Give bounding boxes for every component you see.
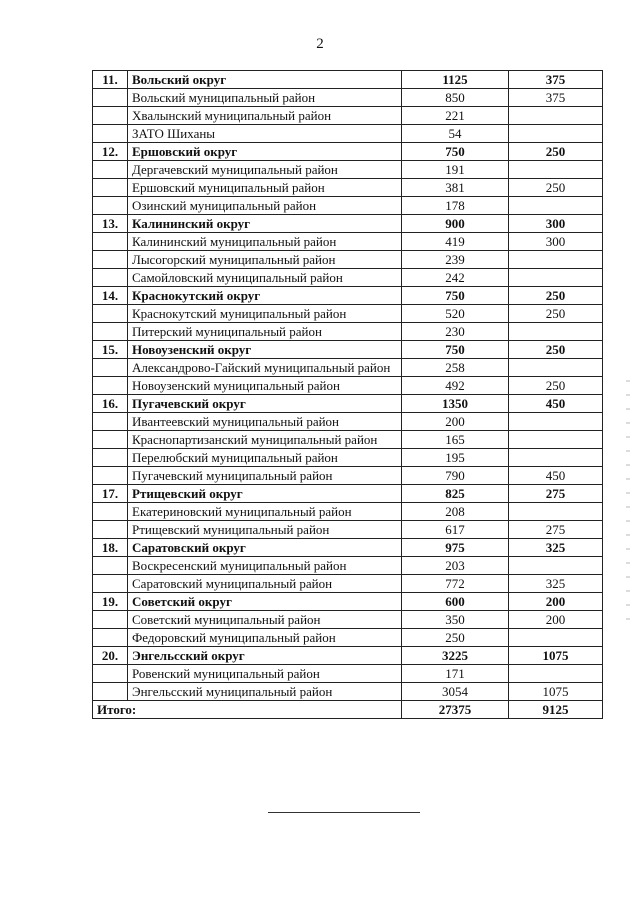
district-row <box>93 323 603 341</box>
okrug-value-a: 900 <box>402 215 509 233</box>
district-name: Новоузенский муниципальный район <box>128 377 402 395</box>
district-value-a: 171 <box>402 665 509 683</box>
district-row <box>93 665 603 683</box>
district-name: Воскресенский муниципальный район <box>128 557 402 575</box>
okrug-row <box>93 593 603 611</box>
district-value-b <box>509 557 603 575</box>
row-number-empty <box>93 125 128 143</box>
district-value-b <box>509 431 603 449</box>
district-name: Федоровский муниципальный район <box>128 629 402 647</box>
district-row <box>93 521 603 539</box>
okrug-row <box>93 71 603 89</box>
district-value-a: 178 <box>402 197 509 215</box>
okrug-row <box>93 647 603 665</box>
row-number-empty <box>93 269 128 287</box>
district-value-b <box>509 413 603 431</box>
district-value-a: 3054 <box>402 683 509 701</box>
district-name: Краснопартизанский муниципальный район <box>128 431 402 449</box>
district-value-a: 250 <box>402 629 509 647</box>
district-value-b <box>509 503 603 521</box>
district-name: Энгельсский муниципальный район <box>128 683 402 701</box>
district-name: Ртищевский муниципальный район <box>128 521 402 539</box>
district-value-b: 450 <box>509 467 603 485</box>
row-number-empty <box>93 683 128 701</box>
okrug-value-b: 250 <box>509 341 603 359</box>
okrug-name: Энгельсский округ <box>128 647 402 665</box>
row-number: 16. <box>93 395 128 413</box>
row-number-empty <box>93 323 128 341</box>
district-row <box>93 611 603 629</box>
district-value-a: 242 <box>402 269 509 287</box>
okrug-value-a: 750 <box>402 143 509 161</box>
okrug-row <box>93 539 603 557</box>
district-row <box>93 575 603 593</box>
okrug-row <box>93 341 603 359</box>
okrug-value-b: 200 <box>509 593 603 611</box>
okrug-value-a: 3225 <box>402 647 509 665</box>
okrug-name: Краснокутский округ <box>128 287 402 305</box>
district-value-b <box>509 629 603 647</box>
district-value-b: 300 <box>509 233 603 251</box>
district-value-b <box>509 251 603 269</box>
scan-margin-marks <box>626 380 630 620</box>
district-name: Саратовский муниципальный район <box>128 575 402 593</box>
okrug-name: Калининский округ <box>128 215 402 233</box>
okrug-value-b: 250 <box>509 143 603 161</box>
district-row <box>93 449 603 467</box>
district-name: Лысогорский муниципальный район <box>128 251 402 269</box>
row-number-empty <box>93 503 128 521</box>
okrug-name: Советский округ <box>128 593 402 611</box>
page-number: 2 <box>316 36 324 52</box>
district-value-b <box>509 269 603 287</box>
row-number: 15. <box>93 341 128 359</box>
district-value-b: 250 <box>509 179 603 197</box>
district-row <box>93 251 603 269</box>
district-row <box>93 233 603 251</box>
row-number: 19. <box>93 593 128 611</box>
district-row <box>93 89 603 107</box>
district-name: ЗАТО Шиханы <box>128 125 402 143</box>
district-name: Ровенский муниципальный район <box>128 665 402 683</box>
district-value-b: 200 <box>509 611 603 629</box>
okrug-value-b: 1075 <box>509 647 603 665</box>
district-value-b <box>509 665 603 683</box>
district-row <box>93 359 603 377</box>
row-number-empty <box>93 197 128 215</box>
district-row <box>93 161 603 179</box>
district-name: Советский муниципальный район <box>128 611 402 629</box>
district-value-b: 1075 <box>509 683 603 701</box>
district-name: Александрово-Гайский муниципальный район <box>128 359 402 377</box>
okrug-name: Ершовский округ <box>128 143 402 161</box>
district-value-b <box>509 161 603 179</box>
district-value-b <box>509 323 603 341</box>
district-name: Пугачевский муниципальный район <box>128 467 402 485</box>
okrug-value-a: 825 <box>402 485 509 503</box>
district-value-a: 258 <box>402 359 509 377</box>
district-row <box>93 107 603 125</box>
district-value-a: 350 <box>402 611 509 629</box>
district-value-a: 617 <box>402 521 509 539</box>
district-value-b <box>509 107 603 125</box>
row-number: 17. <box>93 485 128 503</box>
district-value-a: 54 <box>402 125 509 143</box>
okrug-value-a: 975 <box>402 539 509 557</box>
district-value-a: 381 <box>402 179 509 197</box>
district-name: Вольский муниципальный район <box>128 89 402 107</box>
row-number-empty <box>93 359 128 377</box>
district-row <box>93 629 603 647</box>
footer-divider <box>268 812 420 813</box>
okrug-name: Вольский округ <box>128 71 402 89</box>
district-row <box>93 413 603 431</box>
district-value-a: 230 <box>402 323 509 341</box>
total-value-b: 9125 <box>509 701 603 719</box>
district-row <box>93 431 603 449</box>
district-name: Краснокутский муниципальный район <box>128 305 402 323</box>
district-value-b: 325 <box>509 575 603 593</box>
okrug-value-b: 450 <box>509 395 603 413</box>
row-number: 18. <box>93 539 128 557</box>
row-number-empty <box>93 107 128 125</box>
row-number-empty <box>93 161 128 179</box>
okrug-row <box>93 287 603 305</box>
district-value-a: 208 <box>402 503 509 521</box>
district-row <box>93 269 603 287</box>
district-name: Перелюбский муниципальный район <box>128 449 402 467</box>
row-number-empty <box>93 179 128 197</box>
district-value-a: 221 <box>402 107 509 125</box>
okrug-value-a: 750 <box>402 287 509 305</box>
okrug-row <box>93 395 603 413</box>
okrug-value-b: 250 <box>509 287 603 305</box>
row-number-empty <box>93 413 128 431</box>
okrug-value-a: 1350 <box>402 395 509 413</box>
district-value-b: 275 <box>509 521 603 539</box>
row-number: 14. <box>93 287 128 305</box>
district-value-a: 850 <box>402 89 509 107</box>
district-value-a: 772 <box>402 575 509 593</box>
district-row <box>93 179 603 197</box>
district-value-a: 419 <box>402 233 509 251</box>
district-row <box>93 467 603 485</box>
okrug-name: Новоузенский округ <box>128 341 402 359</box>
row-number: 11. <box>93 71 128 89</box>
row-number-empty <box>93 89 128 107</box>
row-number-empty <box>93 251 128 269</box>
district-name: Екатериновский муниципальный район <box>128 503 402 521</box>
okrug-value-a: 750 <box>402 341 509 359</box>
district-value-a: 203 <box>402 557 509 575</box>
district-value-a: 191 <box>402 161 509 179</box>
district-name: Хвалынский муниципальный район <box>128 107 402 125</box>
row-number: 13. <box>93 215 128 233</box>
district-row <box>93 683 603 701</box>
district-value-a: 790 <box>402 467 509 485</box>
district-value-a: 239 <box>402 251 509 269</box>
row-number: 12. <box>93 143 128 161</box>
district-row <box>93 125 603 143</box>
okrug-value-a: 600 <box>402 593 509 611</box>
district-row <box>93 557 603 575</box>
okrug-row <box>93 485 603 503</box>
okrug-value-b: 325 <box>509 539 603 557</box>
row-number: 20. <box>93 647 128 665</box>
district-value-a: 165 <box>402 431 509 449</box>
row-number-empty <box>93 431 128 449</box>
district-value-b <box>509 125 603 143</box>
district-value-b: 250 <box>509 305 603 323</box>
okrug-value-b: 375 <box>509 71 603 89</box>
district-value-b <box>509 197 603 215</box>
district-row <box>93 197 603 215</box>
row-number-empty <box>93 467 128 485</box>
okrug-name: Саратовский округ <box>128 539 402 557</box>
total-label: Итого: <box>93 701 402 719</box>
row-number-empty <box>93 305 128 323</box>
okrug-value-b: 300 <box>509 215 603 233</box>
district-name: Дергачевский муниципальный район <box>128 161 402 179</box>
district-value-b: 375 <box>509 89 603 107</box>
row-number-empty <box>93 575 128 593</box>
row-number-empty <box>93 449 128 467</box>
okrug-name: Пугачевский округ <box>128 395 402 413</box>
okrug-value-b: 275 <box>509 485 603 503</box>
row-number-empty <box>93 665 128 683</box>
district-allocation-table <box>92 70 603 719</box>
total-value-a: 27375 <box>402 701 509 719</box>
district-name: Самойловский муниципальный район <box>128 269 402 287</box>
district-name: Питерский муниципальный район <box>128 323 402 341</box>
district-value-a: 492 <box>402 377 509 395</box>
district-row <box>93 305 603 323</box>
district-name: Ивантеевский муниципальный район <box>128 413 402 431</box>
okrug-value-a: 1125 <box>402 71 509 89</box>
district-row <box>93 377 603 395</box>
total-row <box>93 701 603 719</box>
row-number-empty <box>93 521 128 539</box>
district-value-b <box>509 449 603 467</box>
okrug-row <box>93 143 603 161</box>
district-value-a: 195 <box>402 449 509 467</box>
district-row <box>93 503 603 521</box>
row-number-empty <box>93 233 128 251</box>
district-value-a: 520 <box>402 305 509 323</box>
row-number-empty <box>93 629 128 647</box>
row-number-empty <box>93 377 128 395</box>
district-name: Калининский муниципальный район <box>128 233 402 251</box>
district-name: Озинский муниципальный район <box>128 197 402 215</box>
okrug-name: Ртищевский округ <box>128 485 402 503</box>
row-number-empty <box>93 611 128 629</box>
district-value-b <box>509 359 603 377</box>
table-body <box>93 71 603 719</box>
district-value-a: 200 <box>402 413 509 431</box>
district-name: Ершовский муниципальный район <box>128 179 402 197</box>
row-number-empty <box>93 557 128 575</box>
district-value-b: 250 <box>509 377 603 395</box>
okrug-row <box>93 215 603 233</box>
